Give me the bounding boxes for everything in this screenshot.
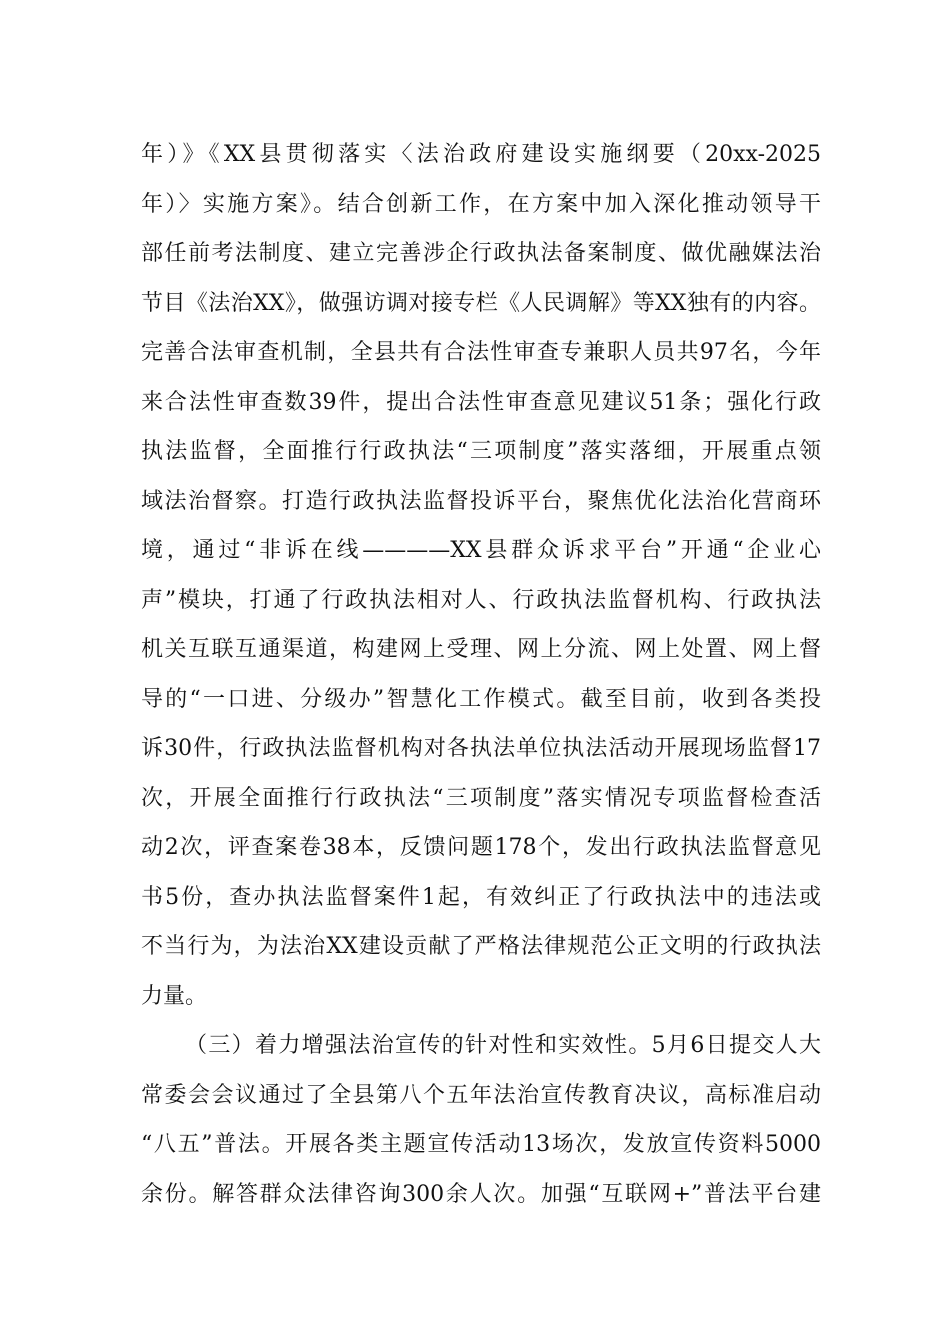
text-line: 境，通过“非诉在线————XX县群众诉求平台”开通“企业心: [141, 538, 821, 563]
text-line: 来合法性审查数39件，提出合法性审查意见建议51条；强化行政: [141, 389, 821, 415]
text-line: “八五”普法。开展各类主题宣传活动13场次，发放宣传资料5000: [141, 1132, 821, 1157]
text-line: 域法治督察。打造行政执法监督投诉平台，聚焦优化法治化营商环: [141, 488, 821, 514]
text-line: 年）》《XX县贯彻落实〈法治政府建设实施纲要（20xx-2025: [141, 142, 821, 167]
text-line: 动2次，评查案卷38本，反馈问题178个，发出行政执法监督意见: [141, 835, 821, 860]
section-heading-line: （三）着力增强法治宣传的针对性和实效性。5月6日提交人大: [185, 1033, 821, 1058]
text-line: 完善合法审查机制，全县共有合法性审查专兼职人员共97名，今年: [141, 340, 821, 365]
text-line: 诉30件，行政执法监督机构对各执法单位执法活动开展现场监督17: [141, 736, 821, 761]
text-line: 不当行为，为法治XX建设贡献了严格法律规范公正文明的行政执法: [141, 934, 821, 959]
text-line: 导的“一口进、分级办”智慧化工作模式。截至目前，收到各类投: [141, 686, 821, 712]
text-line: 次，开展全面推行行政执法“三项制度”落实情况专项监督检查活: [141, 785, 821, 811]
text-line: 书5份，查办执法监督案件1起，有效纠正了行政执法中的违法或: [141, 884, 821, 910]
text-line: 执法监督，全面推行行政执法“三项制度”落实落细，开展重点领: [141, 439, 821, 464]
text-line: 年）〉实施方案》。结合创新工作，在方案中加入深化推动领导干: [141, 191, 821, 217]
text-line: 力量。: [141, 983, 208, 1009]
text-line: 节目《法治XX》，做强访调对接专栏《人民调解》等XX独有的内容。: [141, 290, 821, 316]
text-line: 常委会会议通过了全县第八个五年法治宣传教育决议，高标准启动: [141, 1082, 821, 1108]
body-text: [141, 130, 821, 1219]
text-line: 余份。解答群众法律咨询300余人次。加强“互联网+”普法平台建: [141, 1181, 821, 1207]
text-line: 部任前考法制度、建立完善涉企行政执法备案制度、做优融媒法治: [141, 241, 821, 266]
text-line: 机关互联互通渠道，构建网上受理、网上分流、网上处置、网上督: [141, 637, 821, 662]
text-line: 声”模块，打通了行政执法相对人、行政执法监督机构、行政执法: [141, 587, 821, 613]
